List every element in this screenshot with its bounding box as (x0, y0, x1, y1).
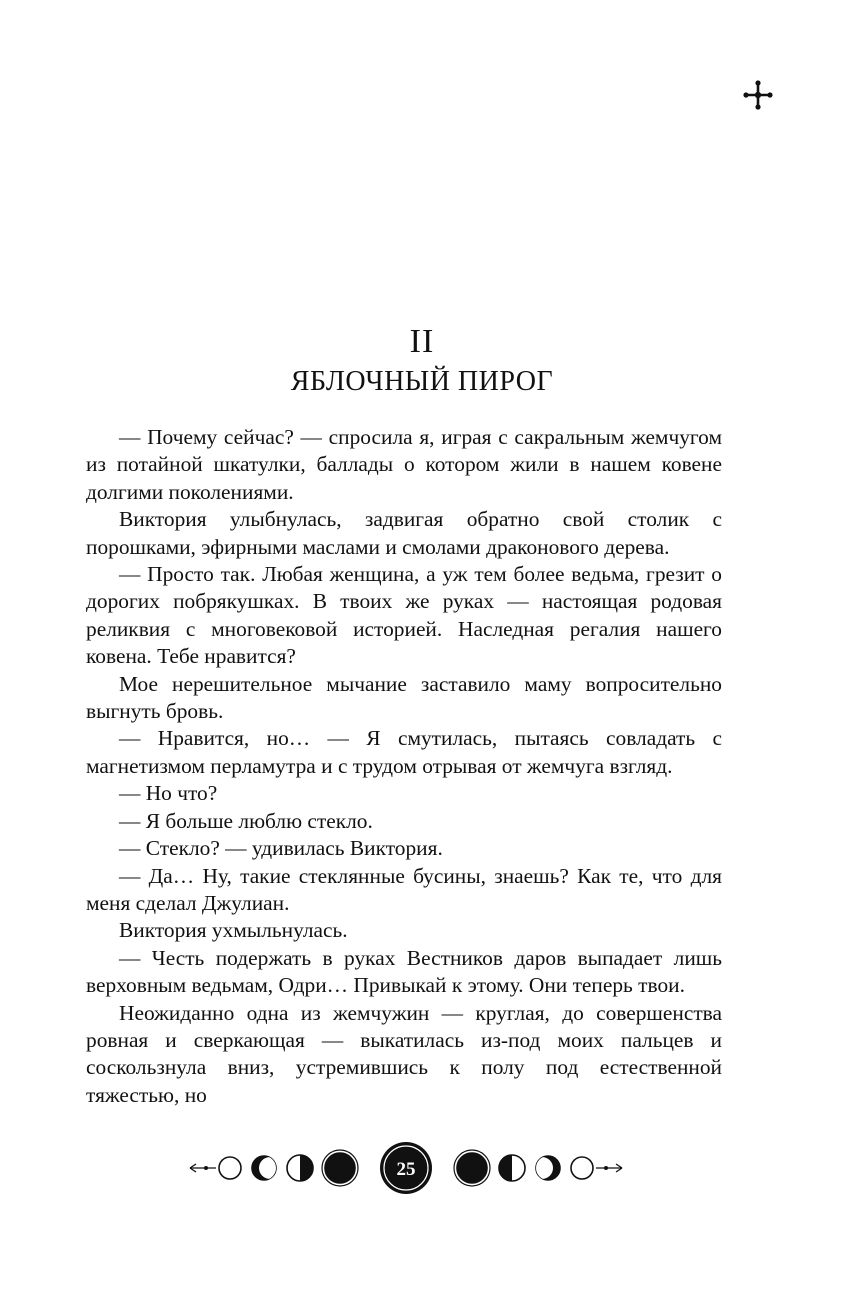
paragraph: Виктория ухмыльнулась. (119, 918, 348, 943)
paragraph: — Нравится, но… — Я смутилась, пытаясь совладать с магнетизмом перламутра и с трудом отрывая от жемчуга взгляд. (86, 726, 722, 778)
paragraph: — Честь подержать в руках Вестников даров выпадает лишь верховным ведьмам, Одри… Привыкай к этому. Они теперь твои. (86, 945, 722, 998)
chapter-number: II (409, 323, 435, 360)
paragraph: Виктория улыбнулась, задвигая обратно свой столик с порошками, эфирными маслами и смолами драконового дерева. (86, 507, 722, 559)
cross-flourish-icon (743, 80, 773, 110)
paragraph: — Стекло? — удивилась Виктория. (119, 836, 443, 861)
paragraph: — Почему сейчас? — спросила я, играя с сакральным жемчугом из потайной шкатулки, баллады о котором жили в нашем ковене долгими поколениями. (86, 425, 722, 504)
paragraph: — Я больше люблю стекло. (119, 808, 373, 833)
page-number: 25 (396, 1159, 416, 1180)
chapter-body (86, 424, 722, 1109)
chapter-title: ЯБЛОЧНЫЙ ПИРОГ (290, 366, 554, 397)
paragraph: Мое нерешительное мычание заставило маму вопросительно выгнуть бровь. (86, 671, 722, 724)
paragraph: — Но что? (119, 781, 218, 806)
moon-phases-divider-icon (186, 1138, 626, 1198)
paragraph: — Да… Ну, такие стеклянные бусины, знаешь? Как те, что для меня сделал Джулиан. (86, 863, 722, 915)
paragraph: — Просто так. Любая женщина, а уж тем более ведьма, грезит о дорогих побрякушках. В твоих же руках — настоящая родовая реликвия с многовековой историей. Наследная регалия нашего ковена. Тебе нравится? (86, 562, 722, 669)
paragraph: Неожиданно одна из жемчужин — круглая, до совершенства ровная и сверкающая — выкатилась из-под моих пальцев и соскользнула вниз, устремившись к полу под естественной тяжестью, но (86, 1000, 722, 1107)
